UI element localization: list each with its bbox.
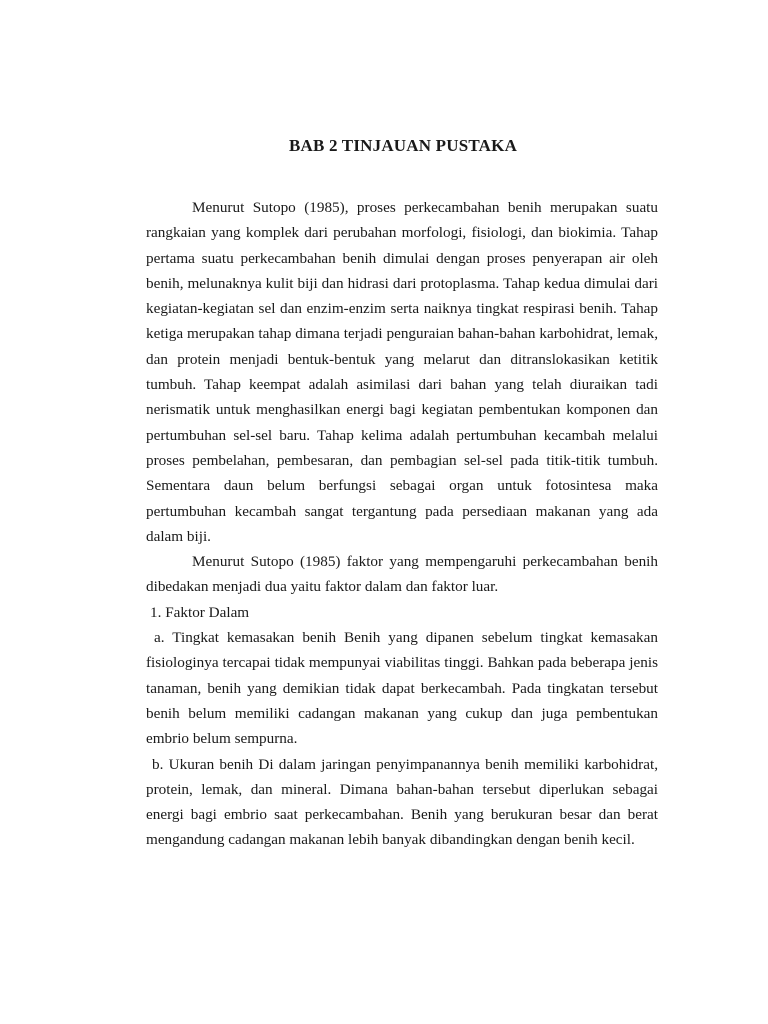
list-heading-internal-factors: 1. Faktor Dalam [150,603,250,621]
list-item-seed-size: b. Ukuran benih Di dalam jaringan penyimpanannya benih memiliki karbohidrat, protein, lemak, dan mineral. Dimana bahan-bahan tersebut diperlukan sebagai energi bagi embrio saat perkecambahan. Benih yang berukuran besar dan berat mengandung cadangan makanan lebih banyak dibandingkan dengan benih kecil. [146,755,658,849]
list-item-maturity: a. Tingkat kemasakan benih Benih yang dipanen sebelum tingkat kemasakan fisiologinya tercapai tidak mempunyai viabilitas tinggi. Bahkan pada beberapa jenis tanaman, benih yang demikian tidak dapat berkecambah. Pada tingkatan tersebut benih belum memiliki cadangan makanan yang cukup dan juga pembentukan embrio belum sempurna. [146,629,658,748]
chapter-title: BAB 2 TINJAUAN PUSTAKA [288,136,518,155]
paragraph-germination-stages: Menurut Sutopo (1985), proses perkecambahan benih merupakan suatu rangkaian yang komplek dari perubahan morfologi, fisiologi, dan biokimia. Tahap pertama suatu perkecambahan benih dimulai dengan proses penyerapan air oleh benih, melunaknya kulit biji dan hidrasi dari protoplasma. Tahap kedua dimulai dari kegiatan-kegiatan sel dan enzim-enzim serta naiknya tingkat respirasi benih. Tahap ketiga merupakan tahap dimana terjadi penguraian bahan-bahan karbohidrat, lemak, dan protein menjadi bentuk-bentuk yang melarut dan ditranslokasikan ketitik tumbuh. Tahap keempat adalah asimilasi dari bahan yang telah diuraikan tadi nerismatik untuk menghasilkan energi bagi kegiatan pembentukan komponen dan pertumbuhan sel-sel baru. Tahap kelima adalah pertumbuhan kecambah melalui proses pembelahan, pembesaran, dan pembagian sel-sel pada titik-titik tumbuh. Sementara daun belum berfungsi sebagai organ untuk fotosintesa maka pertumbuhan kecambah sangat tergantung pada persediaan makanan yang ada dalam biji. [146,199,658,545]
document-body [146,195,658,853]
paragraph-germination-factors: Menurut Sutopo (1985) faktor yang mempengaruhi perkecambahan benih dibedakan menjadi dua yaitu faktor dalam dan faktor luar. [146,553,658,596]
